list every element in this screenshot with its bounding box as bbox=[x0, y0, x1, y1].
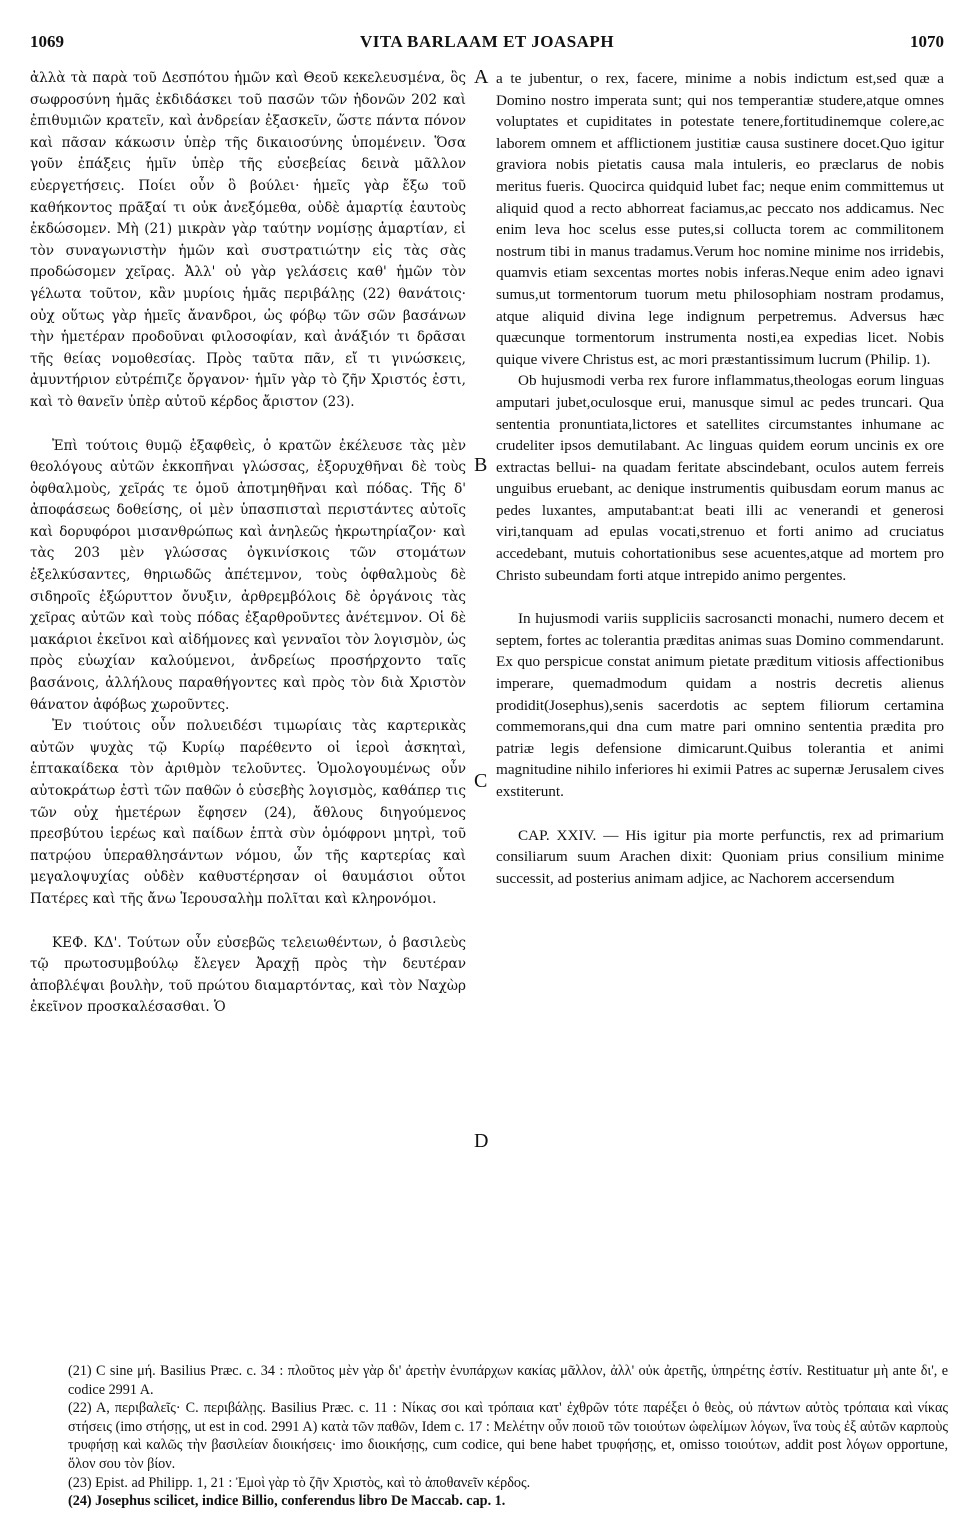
right-page-number: 1070 bbox=[910, 32, 944, 51]
footnote-23: (23) Epist. ad Philipp. 1, 21 : Ἐμοὶ γὰρ τὸ ζῆν Χριστὸς, καὶ τὸ ἀποθανεῖν κέρδος. bbox=[68, 1474, 531, 1491]
latin-paragraph-3: In hujusmodi variis suppliciis sacrosancti monachi, numero decem et septem, fortes ac tolerantia præditas animas suas Domino commendarunt. Ex quo perspicue constat animum pietate præditum vitiosis affectionibus imperare, quemadmodum quidam a nostris decretis alienus prodidit(Josephus),senis sacerdotis ac septem filiorum certamina commemorans,qui dna cum matre pari omnino sententia prædita pro patriæ legis defensione dimicarunt.Quibus tolerantia et animi magnitudine nihilo inferiores hi eximii Patres ac supernæ Jerusalem cives exstiterunt. bbox=[496, 610, 944, 800]
left-page-number: 1069 bbox=[30, 32, 64, 51]
latin-paragraph-1: a te jubentur, o rex, facere, minime a nobis indictum est,sed quæ a Domino nostro imperata sunt; qui nos temperantiæ studere,atque omnes voluptates et cupiditates in potestate tenere,fortitudinemque colere,ac laborem omnem et afflictionem justitiæ causa sustinere docet.Quo igitur graviora nobis pietatis causa mala intuleris, eo præclarus de nobis meritus fueris. Quocirca quidquid lubet fac; neque enim committemus ut aliquid quod a recto abhorreat faciamus,ac peccato nos addicamus. Nec enim leva hoc scelus esse putes,si collucta torem ac commilitonem nostrum tibi in manus tradamus.Verum hoc nomine minime nos irridebis, quamvis etiam sexcentas mortes nobis inferas.Neque enim adeo ignavi sumus,ut tormentorum tuorum metu philosophiam nostram prodamus, atque aliquid divina lege indignum perpetremus. Adversus hæc quæcunque tormentorum instrumenta nosti,ea expedias licet. Nobis quique vivere Christus est, ac mori præstantissimum lucrum (Philip. 1). bbox=[496, 70, 944, 368]
section-marker-c: C bbox=[474, 770, 488, 792]
running-title: VITA BARLAAM ET JOASAPH bbox=[359, 32, 615, 51]
section-marker-a: A bbox=[474, 66, 489, 88]
greek-paragraph-1: ἀλλὰ τὰ παρὰ τοῦ Δεσπότου ἡμῶν καὶ Θεοῦ κεκελευσμένα, ὃς σωφροσύνη ἡμᾶς ἐκδιδάσκει τοῦ πασῶν τῶν ἡδονῶν 202 καὶ ἐπιθυμιῶν κρατεῖν, καὶ ἀνδρείαν ἐξασκεῖν, ὥστε πάντα πόνον καὶ πᾶσαν κάκωσιν ὑπὲρ τῆς δικαιοσύνης ὑπομένειν. Ὅσα γοῦν ἐπάξεις ἡμῖν ὑπὲρ τῆς εὐσεβείας δεινὰ μᾶλλον εὐεργετήσεις. Ποίει οὖν ὃ βούλει· ἡμεῖς γὰρ ἔξω τοῦ καθήκοντος πρᾶξαί τι οὐκ ἀνεξόμεθα, οὐδὲ ἁμαρτίᾳ ἑαυτοὺς ἐκδώσομεν. Μὴ (21) μικρὰν γὰρ ταύτην νομίσῃς ἁμαρτίαν, εἰ τὸν συναγωνιστὴν ἡμῶν καὶ συστρατιώτην εἰς τὰς σὰς προδώσομεν χεῖρας. Ἀλλ' οὐ γὰρ γελάσεις καθ' ἡμῶν τὸν γέλωτα τοῦτον, κἂν μυρίοις ἡμᾶς περιβάλῃς (22) θανάτοις· οὐχ οὕτως γὰρ ἡμεῖς ἄνανδροι, ὡς φόβῳ τῶν σῶν βασάνων τὴν ἡμετέραν προδοῦναι φιλοσοφίαν, καὶ ἀνάξιόν τι δρᾶσαι τῆς θείας νομοθεσίας. Πρὸς ταῦτα πᾶν, εἴ τι γινώσκεις, ἀμυντήριον εὐτρέπιζε ὄργανον· ἡμῖν γὰρ τὸ ζῆν Χριστός ἐστι, καὶ τὸ θανεῖν ὑπὲρ αὐτοῦ κέρδος ἄριστον (23). bbox=[30, 70, 466, 410]
greek-paragraph-3: Ἐν τιούτοις οὖν πολυειδέσι τιμωρίαις τὰς καρτερικὰς αὐτῶν ψυχὰς τῷ Κυρίῳ παρέθεντο οἱ ἱεροὶ ἀσκηταὶ, ἑπτακαίδεκα τὸν ἀριθμὸν τελοῦντες. Ὁμολογουμένως οὖν αὐτοκράτωρ ἐστὶ τῶν παθῶν ὁ εὐσεβὴς λογισμὸς, καθάπερ τις τῶν οὐχ ἡμετέρων ἔφησεν (24), ἄθλους διηγούμενος πρεσβύτου ἱερέως καὶ παίδων ἑπτὰ σὺν ὁμόφρονι μητρὶ, τοῦ πατρῴου ὑπεραθλησάντων νόμου, ὧν τῆς καρτερίας καὶ μεγαλοψυχίας οὐδὲν καθυστέρησαν οἱ θαυμάσιοι οὗτοι Πατέρες καὶ τῆς ἄνω Ἱερουσαλὴμ πολῖται καὶ κληρονόμοι. bbox=[30, 718, 466, 907]
footnote-24: (24) Josephus scilicet, indice Billio, conferendus libro De Maccab. cap. 1. bbox=[68, 1493, 506, 1510]
running-header bbox=[30, 32, 944, 58]
latin-paragraph-4: CAP. XXIV. — His igitur pia morte perfunctis, rex ad primarium consiliarum suum Arachen dixit: Quoniam prius consilium minime successit, ad posterius animam adjice, ac Nachorem accersendum bbox=[496, 826, 944, 887]
section-marker-b: B bbox=[474, 454, 488, 476]
latin-column bbox=[496, 68, 944, 889]
footnotes bbox=[68, 1362, 948, 1511]
greek-paragraph-2: Ἐπὶ τούτοις θυμῷ ἐξαφθεὶς, ὁ κρατῶν ἐκέλευσε τὰς μὲν θεολόγους αὐτῶν ἐκκοπῆναι γλώσσας, ἐξορυχθῆναι δὲ τοὺς ὀφθαλμοὺς, χεῖράς τε ὁμοῦ ἀποτμηθῆναι καὶ πόδας. Τῆς δ' ἀποφάσεως δοθείσης, οἱ μὲν ὑπασπισταὶ περιστάντες αὐτοῖς καὶ δορυφόροι μισανθρώπως καὶ ἀνηλεῶς ἠκρωτηρίαζον· καὶ τὰς 203 μὲν γλώσσας ὀγκινίσκοις τῶν στομάτων ἐξελκύσαντες, θηριωδῶς ἀπέτεμνον, τοὺς ὀφθαλμοὺς δὲ σιδηροῖς ἐξώρυττον ὄνυξιν, ἀρθρεμβόλοις δὲ ὀργάνοις τὰς χεῖρας αὐτῶν καὶ τοὺς πόδας ἐξαρθροῦντες ἀνέτεμνον. Οἱ δὲ μακάριοι ἐκεῖνοι καὶ αἰδήμονες καὶ γενναῖοι τὸν λογισμὸν, ὡς πρὸς εὐωχίαν καλούμενοι, ἀνδρείως προσήρχοντο ταῖς βασάνοις, ἀλλήλους παραθήγοντες καὶ πρὸς τὸν διὰ Χριστὸν θάνατον ἀφόβως χωροῦντες. bbox=[30, 437, 466, 713]
section-marker-d: D bbox=[474, 1130, 489, 1152]
footnote-21: (21) C sine μή. Basilius Præc. c. 34 : πλοῦτος μὲν γὰρ δι' ἀρετὴν ἐνυπάρχων κακίας μᾶλλον, ἀλλ' οὐκ ἀρετῆς, ὑπηρέτης ἐστίν. Restituatur μὴ ante δι', e codice 2991 A. bbox=[68, 1363, 948, 1398]
latin-paragraph-2: Ob hujusmodi verba rex furore inflammatus,theologas eorum linguas amputari jubet,oculosque erui, manusque simul ac pedes truncari. Qua sententia pronuntiata,lictores et satellites circumstantes inhumane ac crudeliter ipsos demutilabant. Ac linguas quidem eorum uncinis ex ore extractas bellui- na quadam feritate abscindebant, oculos autem ferreis unguibus eruebant, ac denique instrumentis quibusdam eorum manus ac pedes luxantes, amputabant:at beati illi ac venerandi et generosi viri,tanquam ad epulas vocati,strenuo et forti animo ad cruciatus accedebant, mutuis cohortationibus sese acuentes,atque ad mortem pro Christo subeundam forti atque intrepido animo pergentes. bbox=[496, 372, 944, 584]
greek-column bbox=[30, 68, 466, 1019]
greek-paragraph-4: ΚΕΦ. ΚΔ'. Τούτων οὖν εὐσεβῶς τελειωθέντων, ὁ βασιλεὺς τῷ πρωτοσυμβούλῳ ἔλεγεν Ἀραχῇ πρὸς τὴν δευτέραν ἀποβλέψαι βουλὴν, τοῦ πρώτου διαμαρτόντας, καὶ τὸν Ναχὼρ ἐκεῖνον προσκαλέσασθαι. Ὁ bbox=[30, 934, 466, 1016]
footnote-22: (22) A, περιβαλεῖς· C. περιβάλῃς. Basilius Præc. c. 11 : Νίκας σοι καὶ τρόπαια κατ' ἐχθρῶν τότε παρέξει ὁ θεὸς, οὐ πάντων αὐτὸς τρόπαια καὶ νίκας στήσεις (imo στήσῃς, ut est in cod. 2991 A) κατὰ τῶν παθῶν, Idem c. 17 : Μελέτην οὖν ποιοῦ τῶν τοιούτων ὠφελίμων λόγων, ἵνα τοὺς ἐξ αὐτῶν καρποὺς τρυφήσῃ καὶ καλῶς τὴν βασιλείαν διοικήσεις· imo διοικήσῃς, cum codice, qui bene habet τρυφήσῃς, et, omisso τοιούτων, addit post λόγων opportune, ὅλον σου τὸν βίον. bbox=[68, 1400, 948, 1472]
